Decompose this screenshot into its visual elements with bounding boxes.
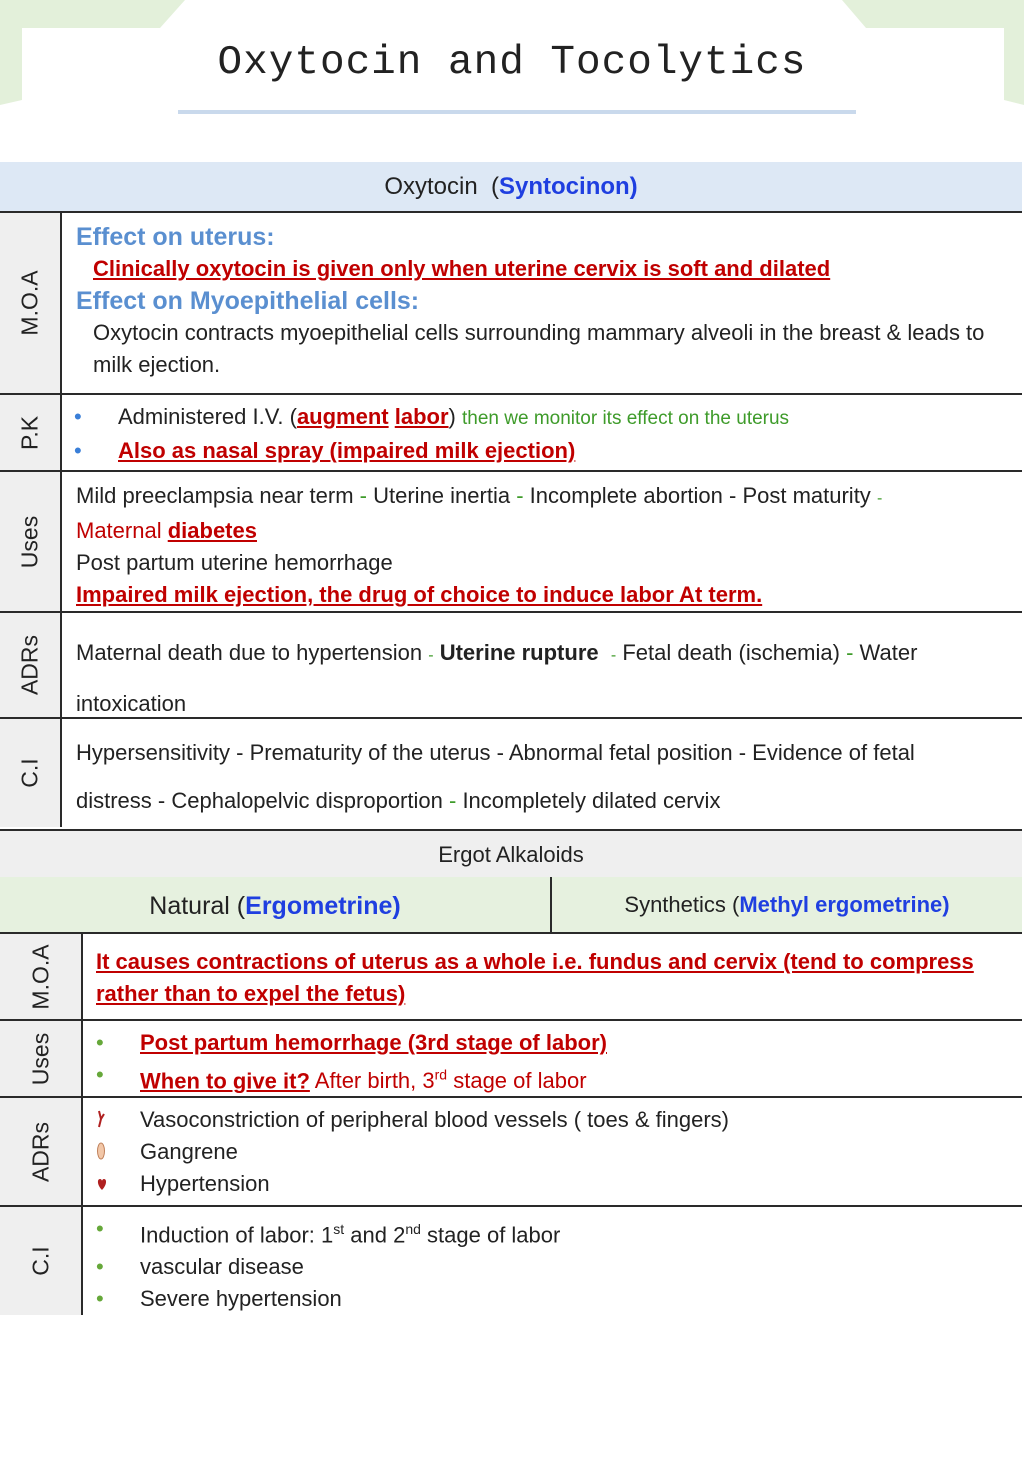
ergot-ci-label: C.I — [27, 1246, 53, 1276]
ci-label: C.I — [16, 758, 43, 788]
ergot-moa-row — [0, 934, 1022, 1021]
pk-bullet-nasal: • Also as nasal spray (impaired milk ejection) — [76, 435, 1022, 467]
blood-vessel-icon — [96, 1110, 106, 1128]
title-underline — [178, 110, 856, 114]
ergot-use-when: • When to give it? After birth, 3rd stage of labor — [98, 1059, 1022, 1097]
ergot-adrs-label: ADRs — [27, 1121, 53, 1182]
moa-label: M.O.A — [16, 270, 43, 336]
uses-label: Uses — [16, 515, 43, 568]
moa-uterus-text: Clinically oxytocin is given only when uterine cervix is soft and dilated — [93, 256, 831, 281]
pk-bullet-iv: • Administered I.V. (augment labor) then we monitor its effect on the uterus — [76, 401, 1022, 435]
oxytocin-header: Oxytocin (Syntocinon) — [0, 162, 1022, 213]
synthetic-type: Synthetics (Methyl ergometrine) — [624, 892, 950, 917]
oxytocin-header-name: Oxytocin — [384, 173, 478, 200]
ergot-moa-text: It causes contractions of uterus as a whole i.e. fundus and cervix (tend to compress rather than to expel the fetus) — [96, 949, 974, 1006]
uses-line-1: Mild preeclampsia near term - Uterine inertia - Incomplete abortion - Post maturity - — [76, 483, 883, 508]
finger-icon — [96, 1142, 106, 1160]
ergot-ci-vascular: • vascular disease — [98, 1251, 1022, 1283]
oxytocin-brand: Syntocinon) — [499, 173, 638, 200]
oxytocin-moa-row — [0, 213, 1022, 395]
adrs-label: ADRs — [16, 634, 43, 696]
page-title: Oxytocin and Tocolytics — [217, 40, 807, 86]
natural-type: Natural (Ergometrine) — [0, 877, 552, 932]
oxytocin-adrs-row: ADRs Maternal death due to hypertension - Uterine rupture - Fetal death (ischemia) - Water intoxication — [0, 613, 1022, 719]
adr-vasoconstriction: Vasoconstriction of peripheral blood vessels ( toes & fingers) — [98, 1104, 1022, 1136]
ergot-header: Ergot Alkaloids — [0, 829, 1022, 879]
effect-on-myoepithelial-heading: Effect on Myoepithelial cells: — [76, 287, 420, 315]
effect-on-uterus-heading: Effect on uterus: — [76, 223, 275, 251]
moa-myoepithelial-text: Oxytocin contracts myoepithelial cells surrounding mammary alveoli in the breast & leads to milk ejection. — [93, 320, 985, 377]
uses-line-3: Post partum uterine hemorrhage — [76, 550, 393, 575]
adr-hypertension: Hypertension — [98, 1168, 1022, 1200]
uses-line-2: Maternal diabetes — [76, 518, 257, 543]
ergot-uses-label: Uses — [27, 1032, 53, 1085]
adr-gangrene: Gangrene — [98, 1136, 1022, 1168]
ergot-ci-row — [0, 1207, 1022, 1315]
pk-label: P.K — [16, 415, 43, 450]
ergot-adrs-row — [0, 1098, 1022, 1207]
ergot-types-row — [0, 877, 1022, 934]
pk-monitor-note: then we monitor its effect on the uterus — [462, 408, 790, 429]
oxytocin-ci-row: C.I Hypersensitivity - Prematurity of the uterus - Abnormal fetal position - Evidence of fetal distress - Cephalopelvic disproportion - Incompletely dilated cervix — [0, 719, 1022, 827]
heart-icon — [96, 1174, 108, 1192]
ergot-moa-label: M.O.A — [27, 943, 53, 1010]
ergot-uses-row — [0, 1021, 1022, 1098]
ergot-ci-induction: • Induction of labor: 1st and 2nd stage of labor — [98, 1213, 1022, 1251]
uses-line-4: Impaired milk ejection, the drug of choice to induce labor At term. — [76, 582, 763, 607]
oxytocin-uses-row — [0, 472, 1022, 613]
ergot-use-pph: • Post partum hemorrhage (3rd stage of labor) — [98, 1027, 1022, 1059]
oxytocin-pk-row — [0, 395, 1022, 472]
ergot-ci-hypertension: • Severe hypertension — [98, 1283, 1022, 1315]
